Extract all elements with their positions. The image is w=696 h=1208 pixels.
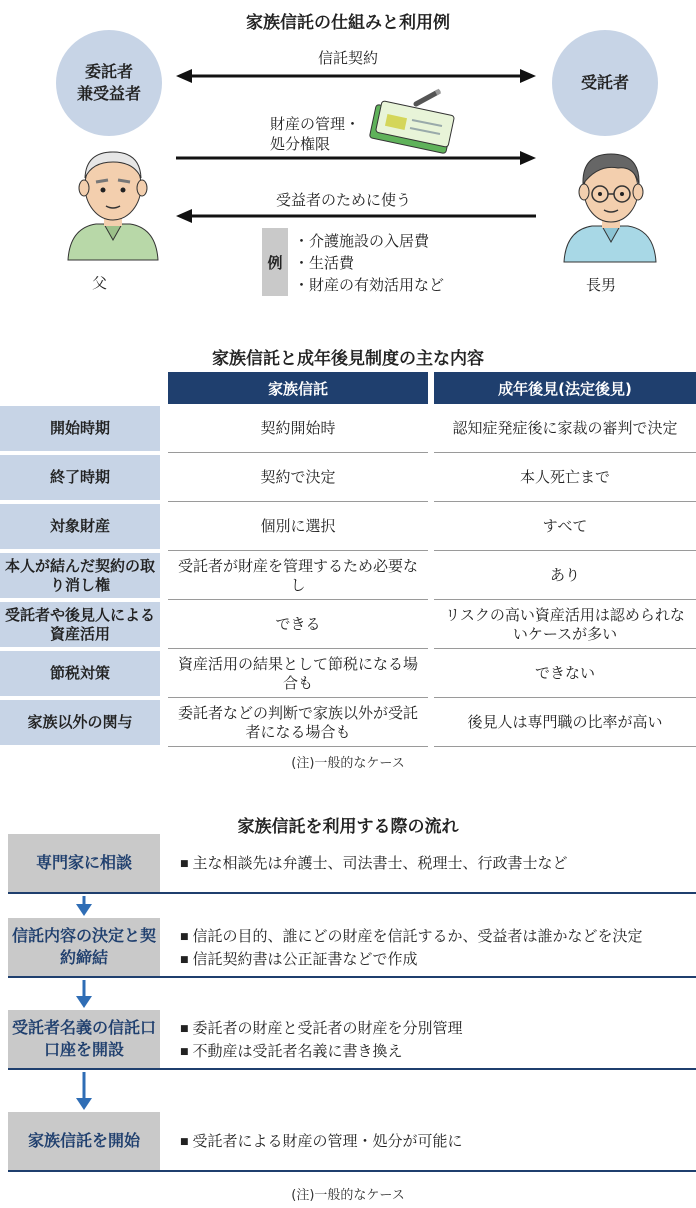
row-label: 受託者や後見人による資産活用 xyxy=(0,602,160,647)
example-tag: 例 xyxy=(262,228,288,296)
flow-step-label: 信託内容の決定と契約締結 xyxy=(8,918,160,976)
son-illustration xyxy=(564,154,656,262)
row-label: 節税対策 xyxy=(0,651,160,696)
section1-title: 家族信託の仕組みと利用例 xyxy=(246,13,450,33)
flow-step-underline xyxy=(8,976,696,978)
flow-step-underline xyxy=(8,1170,696,1172)
flow-step-item: ■ 主な相談先は弁護士、司法書士、税理士、行政書士など xyxy=(180,852,568,875)
row-label: 本人が結んだ契約の取り消し権 xyxy=(0,553,160,598)
example-item: ・ 介護施設の入居費 xyxy=(294,230,444,252)
guardian-cell: すべて xyxy=(542,517,588,535)
settlor-label-line1: 委託者 xyxy=(84,62,133,81)
flow-step-label: 家族信託を開始 xyxy=(8,1112,160,1170)
use-label: 受益者のために使う xyxy=(276,191,412,209)
column-header: 家族信託 xyxy=(168,372,428,404)
flow-down-arrow xyxy=(72,896,96,916)
flow-step-details xyxy=(180,852,568,875)
section2-title: 家族信託と成年後見制度の主な内容 xyxy=(212,349,484,369)
trust-cell: 委託者などの判断で家族以外が受託者になる場合も xyxy=(177,703,418,741)
flow-down-arrow xyxy=(72,980,96,1008)
trust-cell: 受託者が財産を管理するため必要なし xyxy=(177,556,418,594)
trust-cell: 契約開始時 xyxy=(260,419,336,437)
father-illustration xyxy=(68,152,158,260)
example-item: ・ 財産の有効活用など xyxy=(294,274,444,296)
son-label: 長男 xyxy=(586,276,617,294)
settlor-label-line2: 兼受益者 xyxy=(76,84,141,103)
trust-cell: 契約で決定 xyxy=(260,468,336,486)
contract-arrow xyxy=(176,69,536,83)
section3-title: 家族信託を利用する際の流れ xyxy=(237,817,459,837)
row-label: 家族以外の関与 xyxy=(0,700,160,745)
flow-step-item: ■ 委託者の財産と受託者の財産を分別管理 xyxy=(180,1017,463,1040)
contract-label: 信託契約 xyxy=(318,49,379,67)
trust-cell: 個別に選択 xyxy=(260,517,336,535)
flow-step-label: 専門家に相談 xyxy=(8,834,160,892)
flow-step-details xyxy=(180,1130,463,1153)
guardian-cell: リスクの高い資産活用は認められないケースが多い xyxy=(445,605,685,643)
row-label: 終了時期 xyxy=(0,455,160,500)
flow-step-item: ■ 信託契約書は公正証書などで作成 xyxy=(180,948,643,971)
flow-down-arrow xyxy=(72,1072,96,1110)
father-label: 父 xyxy=(92,274,108,292)
flow-step-item: ■ 信託の目的、誰にどの財産を信託するか、受益者は誰かなどを決定 xyxy=(180,925,643,948)
bankbook-pen-illustration xyxy=(369,91,454,154)
trustee-label: 受託者 xyxy=(580,73,629,92)
table-note: (注)一般的なケース xyxy=(291,756,405,771)
flow-step-underline xyxy=(8,1068,696,1070)
flow-step-item: ■ 不動産は受託者名義に書き換え xyxy=(180,1040,463,1063)
column-header: 成年後見(法定後見) xyxy=(434,372,696,404)
authority-label xyxy=(270,114,360,154)
flow-step-details xyxy=(180,925,643,971)
flow-step-label: 受託者名義の信託口口座を開設 xyxy=(8,1010,160,1068)
guardian-cell: 本人死亡まで xyxy=(519,468,610,486)
row-label: 開始時期 xyxy=(0,406,160,451)
guardian-cell: 後見人は専門職の比率が高い xyxy=(467,713,663,731)
flow-step-underline xyxy=(8,892,696,894)
example-item: ・ 生活費 xyxy=(294,252,444,274)
example-list xyxy=(294,230,444,296)
row-divider xyxy=(168,746,428,747)
trust-cell: 資産活用の結果として節税になる場合も xyxy=(177,654,418,692)
authority-label-line1: 財産の管理・ xyxy=(270,115,361,133)
flow-step-item: ■ 受託者による財産の管理・処分が可能に xyxy=(180,1130,463,1153)
guardian-cell: 認知症発症後に家裁の審判で決定 xyxy=(452,419,678,437)
use-arrow xyxy=(176,209,536,223)
row-divider xyxy=(434,746,696,747)
authority-label-line2: 処分権限 xyxy=(270,135,331,153)
flow-note: (注)一般的なケース xyxy=(291,1188,405,1203)
flow-step-details xyxy=(180,1017,463,1063)
guardian-cell: あり xyxy=(549,566,580,584)
guardian-cell: できない xyxy=(534,664,595,682)
row-label: 対象財産 xyxy=(0,504,160,549)
trust-cell: できる xyxy=(275,615,321,633)
